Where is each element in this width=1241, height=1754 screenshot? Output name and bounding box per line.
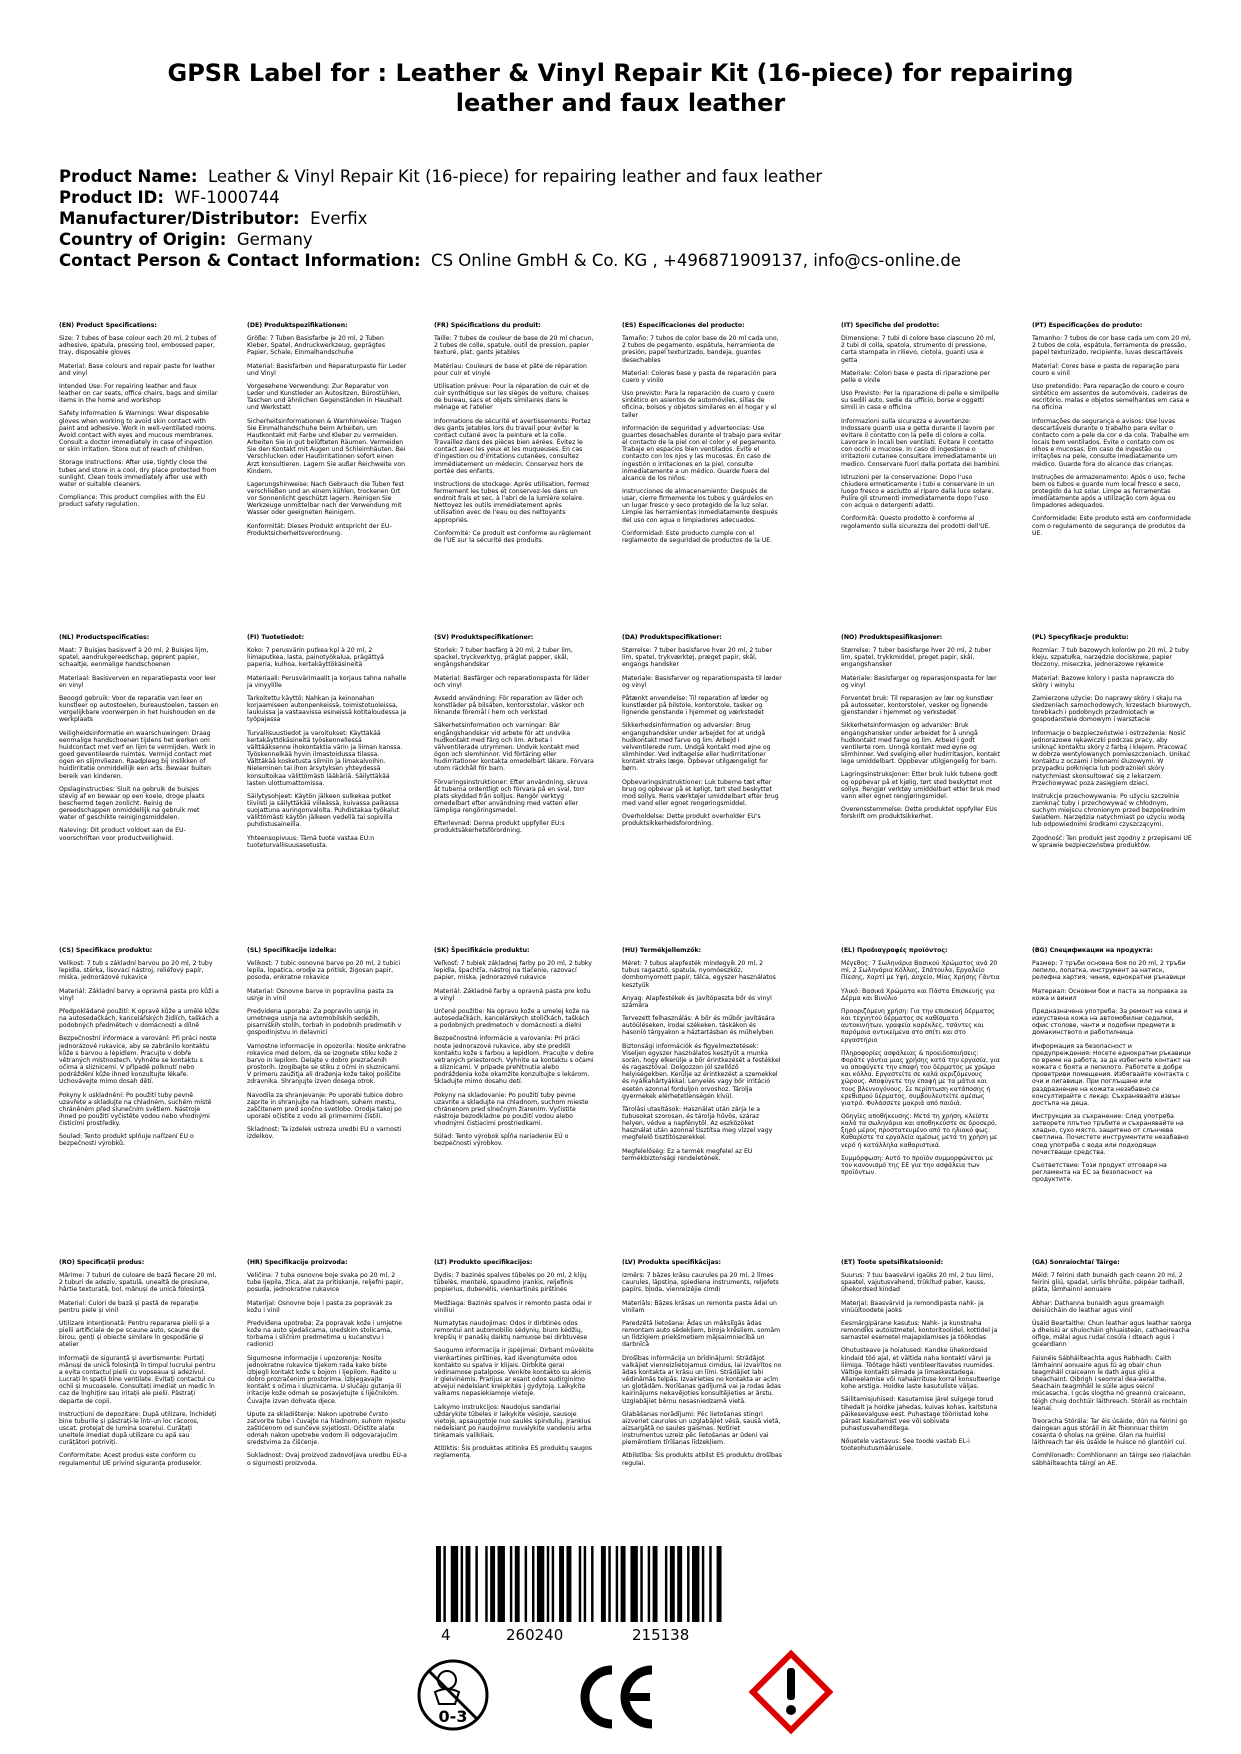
spec-paragraph: Informații de siguranță și avertismente: Purtați mănuși de unică folosință în timpul lucrului pentru a evita contactul pielii cu vopseaua și adezivul. Lucrați în spații bine ventilate. Evitați contactul cu ochii și mucoasele. Consultați imediat un medic în caz de înghițire sau iritații ale pielii. Păstrați departe de copii. [59,1354,216,1405]
spec-paragraph: Anyag: Alapfestékek és javítópaszta bőr és vinyl számára [622,994,772,1009]
spec-paragraph: Medžiaga: Bazinės spalvos ir remonto pasta odai ir viniliui [434,1299,592,1314]
spec-paragraph: Sicherheitsinformationen & Warnhinweise: Tragen Sie Einmalhandschuhe beim Arbeiten, um Hautkontakt mit Farbe und Kleber zu vermeiden. Arbeiten Sie in gut belüfteten Räumen. Vermeiden Sie den Kontakt mit Augen und Schleimhäuten. Bei Verschlucken oder Hautirritationen sofort einen Arzt konsultieren. Lagern Sie außer Reichweite von Kindern. [247,417,406,475]
spec-block [434,947,594,1154]
spec-paragraph: Zgodność: Ten produkt jest zgodny z przepisami UE w sprawie bezpieczeństwa produktów. [1032,834,1192,849]
hazard-exclamation-icon [745,1646,837,1738]
spec-paragraph: Overholdelse: Dette produkt overholder EU's produktsikkerhedsforordning. [622,813,761,828]
spec-paragraph: Materiał: Bazowe kolory i pasta naprawcza do skóry i winylu [1032,674,1174,689]
spec-paragraph: Pokyny na skladovanie: Po použití tuby pevne uzavrite a skladujte na chladnom, suchom mieste chránenom pred slnečným žiarením. Vyčistite nástroje bezodkladne po použití vodou alebo vhodnými čistiacimi prostriedkami. [434,1091,589,1128]
spec-paragraph: Avsedd användning: För reparation av läder och konstläder på bilsäten, kontorsstolar, väskor och liknande föremål i hem och verkstad [434,694,585,717]
spec-paragraph: Megfelelőség: Ez a termék megfelel az EU termékbiztonsági rendeletének. [622,1147,753,1162]
spec-paragraph: Ohutusteave ja hoiatused: Kandke ühekordseid kindaid töö ajal, et vältida naha kontakti värvi ja liimiga. Töötage hästi ventileeritavates ruumides. Vältige kontakti silmade ja limaskestadega. Allaneelamise või nahaärrituse korral konsulteerige kohe arstiga. Hoidke laste kasutuliste väljas. [841,1347,1001,1391]
spec-paragraph: Informacje o bezpieczeństwie i ostrzeżenia: Nosić jednorazowe rękawiczki podczas pracy, aby uniknąć kontaktu skóry z farbą i klejem. Pracować w dobrze wentylowanych pomieszczeniach. Unikać kontaktu z oczami i błonami śluzowymi. W przypadku połknięcia lub podrażnień skóry natychmiast skonsultować się z lekarzem. Przechowywać poza zasięgiem dzieci. [1032,729,1191,787]
spec-paragraph: Säkerhetsinformation och varningar: Bär engångshandskar vid arbete för att undvika hudkontakt med färg och lim. Arbeta i välventilerade utrymmen. Undvik kontakt med ögon och slemhinnor. Vid förtäring eller hudirritationer kontakta omedelbart läkare. Förvara utom räckhåll för barn. [434,722,594,773]
spec-paragraph: Materiaal: Basisverven en reparatiepasta voor leer en vinyl [59,674,217,689]
spec-paragraph: Biztonsági információk és figyelmeztetések: Viseljen egyszer használatos kesztyűt a munka során, hogy elkerülje a bőr érintkezését a festékkel és ragasztóval. Dolgozzon jól szellőző helyiségekben. Kerülje az érintkezést a szemekkel és nyálkahártyákkal. Lenyelés vagy bőr irritáció esetén azonnal forduljon orvoshoz. Tárolja gyermekek elérhetetlenségén kívül. [622,1042,781,1100]
spec-paragraph: Compliance: This product complies with the EU product safety regulation. [59,493,206,509]
spec-paragraph: Informations de sécurité et avertissements: Portez des gants jetables lors du travail pour éviter le contact cutané avec la peinture et la colle. Travaillez dans des pièces bien aérées. Évitez le contact avec les yeux et les muqueuses. En cas d'ingestion ou d'irritations cutanées, consultez immédiatement un médecin. Conservez hors de portée des enfants. [434,417,591,475]
spec-paragraph: Uso Previsto: Per la riparazione di pelle e similpelle su sedili auto, sedie da ufficio, borse e oggetti simili in casa e officina [841,390,1000,412]
spec-paragraph: Размер: 7 тръби основна боя по 20 ml, 2 тръби лепило, лопатка, инструмент за натиск, релефна хартия, чиния, еднократни ръкавици [1032,960,1186,982]
product-id: WF-1000744 [174,188,280,207]
spec-paragraph: Laikymo instrukcijos: Naudojus sandariai uždarykite tūbeles ir laikykite vėsioje, sausoje vietoje, apsaugotoje nuo saulės spindulių. Įrankius nedelsiant po naudojimo nuvalykite vandeniu arba tinkamais valikliais. [434,1403,592,1440]
spec-paragraph: Velikost: 7 tub s základní barvou po 20 ml, 2 tuby lepidla, stěrka, lisovací nástroj, reliéfový papír, miska, jednorázové rukavice [59,960,213,982]
spec-heading: (EL) Προδιαγραφές προϊόντος: [841,947,948,954]
spec-paragraph: Dimensione: 7 tubi di colore base ciascuno 20 ml, 2 tubi di colla, spatola, strumento di pressione, carta stampata in rilievo, ciotola, guanti usa e getta [841,335,996,364]
spec-block [247,947,407,1146]
origin-label: Country of Origin: [59,230,227,249]
spec-paragraph: Istruzioni per la conservazione: Dopo l'uso chiudere ermeticamente i tubi e conservare in un luogo fresco e asciutto al riparo dalla luce solare. Pulire gli strumenti immediatamente dopo l'uso con acqua o detergenti adatti. [841,473,995,510]
spec-paragraph: Drošības informācija un brīdinājumi: Strādājot valkājiet vienreizlietojamus cimdus, lai izvairītos no ādas kontakta ar krāsu un līmi. Strādājiet labi vēdināmās telpās. Izvairieties no kontakta ar acīm un gļotādām. Norīšanas gadījumā vai ja rodas ādas kairinājums nekavējoties konsultējieties ar ārstu. Uzglabājiet bērnu nesasniedzamā vietā. [622,1354,782,1405]
spec-heading: (ET) Toote spetsifikatsioonid: [841,1259,944,1266]
spec-paragraph: Tamaño: 7 tubos de color base de 20 ml cada uno, 2 tubos de pegamento, espátula, herramienta de presión, papel texturizado, bandeja, guantes desechables [622,335,779,364]
spec-paragraph: Predviđena upotreba: Za popravak kože i umjetne kože na auto sjedalicama, uredskim stolicama, torbama i sličnim predmetima u kućanstvu i radionici [247,1319,403,1349]
spec-paragraph: Navodila za shranjevanje: Po uporabi tubice dobro zaprite in shranjujte na hladnem, suhem mestu, zaščitenem pred sončno svetlobo. Orodja takoj po uporabi očistite z vodo ali primernimi čistili. [247,1091,403,1120]
spec-paragraph: Paredzētā lietošana: Ādas un mākslīgās ādas remontam auto sēdekļiem, biroja krēsliem, somām un līdzīgiem priekšmetiem mājsaimniecībā un darbnīcā [622,1319,781,1349]
spec-paragraph: Материал: Основни бои и паста за поправка за кожа и винил [1032,987,1188,1002]
spec-paragraph: Veľkosť: 7 tubiek základnej farby po 20 ml, 2 tubky lepidla, špachtľa, nástroj na tlačenie, razovací papier, miska, jednorazové rukavice [434,960,592,982]
spec-paragraph: Turvallisuustiedot ja varoitukset: Käyttäkää kertakäyttökäsineitä työskennellessä välttääksenne ihokontaktia värin ja liiman kanssa. Työskennelkää hyvin ilmastoidussa tilassa. Välttäkää kosketusta silmiin ja limakalvoihin. Nieleminen tai ihon ärsytyksen yhteydessä konsultoikaa välittömästi lääkäriä. Säilyttäkää lasten ulottumattomissa. [247,729,403,787]
spec-heading: (SV) Produktspecifikationer: [434,634,534,641]
spec-paragraph: Μέγεθος: 7 Σωληνάρια Βασικού Χρώματος ανά 20 ml, 2 Σωληνάρια Κόλλας, Σπάτουλα, Εργαλείο Πίεσης, Χαρτί με Υφή, Δοχείο, Μίας Χρήσης Γάντια [841,960,1000,982]
spec-block [434,634,594,841]
spec-paragraph: Información de seguridad y advertencias: Use guantes desechables durante el trabajo para evitar el contacto de la piel con el color y el pegamento. Trabaje en espacios bien ventilados. Evite el contacto con los ojos y las mucosas. En caso de ingestión o irritaciones en la piel, consulte inmediatamente a un médico. Guarde fuera del alcance de los niños. [622,424,782,482]
spec-paragraph: Tárolási utasítások: Használat után zárja le a tubusokat szorosan, és tárolja hűvös, száraz helyen, védve a napfénytől. Az eszközöket használat után azonnal tisztítsa meg vízzel vagy megfelelő tisztítószerekkel. [622,1105,773,1142]
barcode-digits-1: 4 [441,1626,451,1644]
spec-paragraph: Izmērs: 7 bāzes krāsu caurules pa 20 ml, 2 līmes caurules, lāpstiņa, spiediena instruments, reljefets papīrs, bļoda, vienreizējie cimdi [622,1272,779,1294]
spec-heading: (NL) Productspecificaties: [59,634,150,641]
spec-paragraph: Overensstemmelse: Dette produktet oppfyller EUs forskrift om produktsikkerhet. [841,805,997,821]
spec-paragraph: Upute za skladištenje: Nakon upotrebe čvrsto zatvorite tube i čuvajte na hladnom, suhom mjestu zaštićenom od sunčeve svjetlosti. Očistite alate odmah nakon upotrebe vodom ili odgovarajućim sredstvima za čišćenje. [247,1410,406,1447]
spec-paragraph: Material: Cores base e pasta de reparação para couro e vinil [1032,362,1180,377]
spec-paragraph: Συμμόρφωση: Αυτό το προϊόν συμμορφώνεται με τον κανονισμό της ΕΕ για την ασφάλεια των προϊόντων. [841,1154,994,1177]
spec-paragraph: Størrelse: 7 tuber basisfarve hver 20 ml, 2 tuber lim, spatel, trykværktøj, præget papir, skål, engangs handsker [622,647,772,669]
spec-paragraph: Súlad: Tento výrobok spĺňa nariadenie EÚ o bezpečnosti výrobkov. [434,1133,569,1148]
spec-paragraph: Velikost: 7 tubic osnovne barve po 20 ml, 2 tubici lepila, lopatica, orodje za pritisk, žigosan papir, posoda, enkratne rokavice [247,960,401,982]
ce-mark-icon [578,1662,658,1732]
spec-heading: (DA) Produktspecifikationer: [622,634,722,641]
spec-paragraph: Dydis: 7 bazinės spalvos tūbelės po 20 ml, 2 klijų tūbelės, mentelė, spaudimo įrankis, reljefinis popierius, dubenėlis, vienkartinės pirštinės [434,1272,587,1294]
spec-paragraph: Material: Osnovne barve in popravilna pasta za usnje in vinil [247,987,394,1002]
spec-paragraph: Opslaginstructies: Sluit na gebruik de buisjes stevig af en bewaar op een koele, droge plaats beschermd tegen zonlicht. Reinig de gereedschappen onmiddellijk na gebruik met water of geschikte reinigingsmiddelen. [59,785,205,822]
spec-heading: (HU) Termékjellemzők: [622,947,702,954]
barcode-digits-3: 215138 [632,1626,690,1644]
spec-paragraph: Určené použitie: Na opravu kože a umelej kože na autosedačkách, kancelárskych stoličkách, taškách a podobných predmetoch v domácnosti a dielni [434,1007,590,1030]
spec-heading: (LV) Produkta specifikācijas: [622,1259,721,1266]
spec-paragraph: Vorgesehene Verwendung: Zur Reparatur von Leder und Kunstleder an Autositzen, Bürostühlen, Taschen und ähnlichen Gegenständen in Haushalt und Werkstatt [247,382,402,412]
spec-paragraph: Soulad: Tento produkt splňuje nařízení EU o bezpečnosti výrobků. [59,1133,194,1148]
spec-heading: (FR) Spécifications du produit: [434,322,541,329]
manufacturer: Everfix [310,209,368,228]
spec-paragraph: Eesmärgipärane kasutus: Nahk- ja kunstnaha remondiks autoistmetel, kontoritoolidel, kottidel ja sarnastel esemetel majapidamises ja töökodas [841,1319,998,1342]
spec-block [841,1259,1001,1458]
spec-paragraph: Tarkoitettu käyttö: Nahkan ja keinonahan korjaamiseen autonpenkeissä, toimistotuoleissa, laukuissa ja vastaavissa esineissä kotitaloudessa ja työpajassa [247,694,407,724]
contact: CS Online GmbH & Co. KG , +496871909137, info@cs-online.de [431,251,961,270]
spec-paragraph: Conformitate: Acest produs este conform cu regulamentul UE privind siguranța produselor. [59,1452,202,1467]
spec-heading: (LT) Produkto specifikacijos: [434,1259,533,1266]
spec-paragraph: Informazioni sulla sicurezza e avvertenze: Indossare guanti usa e getta durante il lavoro per evitare il contatto con la pelle di colore e colla. Lavorare in locali ben ventilati. Evitare il contatto con occhi e mucose. In caso di ingestione o irritazioni cutanee consultare immediatamente un medico. Conservare fuori dalla portata dei bambini. [841,417,1001,468]
spec-block [1032,634,1192,855]
spec-block [59,1259,219,1473]
svg-text:0-3: 0-3 [438,1707,468,1726]
spec-paragraph: Υλικό: Βασικά Χρώματα και Πάστα Επισκευής για Δέρμα και Βινύλιο [841,987,995,1002]
spec-paragraph: Opbevaringsinstruktioner: Luk tuberne tæt efter brug og opbevar på et køligt, tørt sted beskyttet mod sollys. Rens værktøjer umiddelbart efter brug med vand eller egnet rengøringsmiddel. [622,778,779,807]
spec-paragraph: Numatytas naudojimas: Odos ir dirbtinės odos remontui ant automobilio sėdynių, biuro kėdžių, krepšių ir panašių daiktų namuose bei dirbtuvėse [434,1319,588,1342]
page-title: GPSR Label for : Leather & Vinyl Repair Kit (16-piece) for repairing leather and faux leather [167,59,1074,117]
spec-block [841,947,1001,1182]
spec-paragraph: Nõuetele vastavus: See toode vastab EL-i tooteohutusmäärusele. [841,1438,970,1453]
spec-paragraph: Veiligheidsinformatie en waarschuwingen: Draag eenmalige handschoenen tijdens het werken om huidcontact met verf en lijm te vermijden. Werk in goed geventileerde ruimtes. Vermijd contact met ogen en slijmvliezen. Raadpleeg bij inslikken of huidirritatie onmiddellijk een arts. Bewaar buiten bereik van kinderen. [59,729,216,780]
spec-paragraph: Tamanho: 7 tubos de cor base cada um com 20 ml, 2 tubos de cola, espátula, ferramenta de pressão, papel texturizado, recipiente, luvas descartáveis [1032,335,1191,357]
spec-paragraph: Skladnost: Ta izdelek ustreza uredbi EU o varnosti izdelkov. [247,1126,402,1141]
spec-paragraph: Efterlevnad: Denna produkt uppfyller EU:s produktsäkerhetsförordning. [434,820,565,835]
spec-paragraph: Predvidena uporaba: Za popravilo usnja in umetnega usnja na avtomobilskih sedežih, pisarniških stolih, torbah in podobnih predmetih v gospodinjstvu in delavnici [247,1007,402,1037]
spec-paragraph: Veličina: 7 tuba osnovne boje svaka po 20 ml, 2 tube ljepila, žlica, alat za pritiskanje, reljefni papir, posuda, jednokratne rukavice [247,1272,404,1294]
spec-paragraph: Materiál: Základné farby a opravná pasta pre kožu a vinyl [434,987,591,1002]
spec-paragraph: Størrelse: 7 tuber basisfarge hver 20 ml, 2 tuber lim, spatel, trykkmiddel, preget papir, skål, engangshansker [841,647,992,669]
spec-paragraph: Atitiktis: Šis produktas atitinka ES produktų saugos reglamentą. [434,1445,592,1460]
spec-block [841,634,1001,826]
spec-paragraph: Πληροφορίες ασφάλειας & προειδοποιήσεις: Φοράτε γάντια μιας χρήσης κατά την εργασία, για να αποφύγετε την επαφή του δέρματος με χρώμα και κόλλα. Εργαστείτε σε καλά αεριζόμενους χώρους. Αποφύγετε την επαφή με τα μάτια και τους βλεννογόνους. Σε περίπτωση κατάποσης ή ερεθισμού δέρματος, συμβουλευτείτε αμέσως γιατρό. Φυλάσσετε μακριά από παιδιά. [841,1049,1000,1107]
spec-paragraph: Conformité: Ce produit est conforme au règlement de l'UE sur la sécurité des produits. [434,529,591,544]
spec-paragraph: Zamierzone użycie: Do naprawy skóry i skaju na siedzeniach samochodowych, krzesłach biurowych, torebkach i podobnych przedmiotach w gospodarstwie domowym i warsztacie [1032,694,1192,724]
spec-paragraph: Glabāšanas norādījumi: Pēc lietošanas stingri aizveriet caurules un uzglabājiet vēsā, sausā vietā, aizsargātā no saules gaismas. Notīriet instrumentus uzreiz pēc lietošanas ar ūdeni vai piemērotiem tīrīšanas līdzekļiem. [622,1410,781,1447]
spec-paragraph: Faisnéis Sábháilteachta agus Rabhadh: Caith lámhainní aonuaire agus tú ag obair chun teagmháil craiceann le dath agus gliú a sheachaint. Oibrigh i seomraí dea-aeraithe. Seachain teagmháil le súile agus seicní múcasacha. I gcás slogtha nó greannú craiceann, téigh chuig dochtúir láithreach. Stóráil as rochtain leanaí. [1032,1354,1188,1412]
spec-block [1032,322,1192,543]
spec-paragraph: Sikkerhetsinformasjon og advarsler: Bruk engangshansker under arbeidet for å unngå hudkontakt med farge og lim. Arbeid i godt ventilerte rom. Unngå kontakt med øyne og slimhinner. Ved svelging eller hudirritasjon, kontakt lege umiddelbart. Oppbevar utilgjengelig for barn. [841,722,1001,766]
product-name-label: Product Name: [59,167,198,186]
spec-paragraph: Předpokládané použití: K opravě kůže a umělé kůže na autosedačkách, kancelářských židlích, taškách a podobných předmětech v domácnosti a dílně [59,1007,220,1030]
spec-paragraph: Materiaali: Perusvärimaalit ja korjaus tahna nahalle ja vinyylille [247,674,407,689]
spec-paragraph: Conformità: Questo prodotto è conforme al regolamento sulla sicurezza dei prodotti dell'UE. [841,515,991,530]
spec-paragraph: Size: 7 tubes of base colour each 20 ml, 2 tubes of adhesive, spatula, pressing tool, embossed paper, tray, disposable gloves [59,335,217,357]
spec-block [247,1259,407,1473]
spec-paragraph: Storlek: 7 tuber basfärg à 20 ml, 2 tuber lim, spackel, tryckverktyg, präglat papper, skål, engångshandskar [434,647,573,669]
barcode [430,1546,730,1622]
origin: Germany [236,230,313,249]
spec-paragraph: Utilizare intenționată: Pentru repararea pielii și a pielii artificiale de pe scaune auto, scaune de birou, genți și obiecte similare în gospodărie și atelier [59,1319,210,1349]
spec-paragraph: Forventet bruk: Til reparasjon av lær og kunstlær på autosseter, kontorstoler, vesker og lignende gjenstander i hjemmet og verkstedet [841,694,994,717]
spec-paragraph: Instrukcje przechowywania: Po użyciu szczelnie zamknąć tuby i przechowywać w chłodnym, suchym miejscu chronionym przed bezpośrednim światłem. Narzędzia natychmiast po użyciu wodą lub odpowiednimi środkami czyszczącymi. [1032,792,1186,829]
spec-heading: (PL) Specyfikacje produktu: [1032,634,1129,641]
spec-heading: (FI) Tuotetiedot: [247,634,305,641]
spec-block [841,322,1001,536]
spec-block [59,634,219,848]
spec-paragraph: Taille: 7 tubes de couleur de base de 20 ml chacun, 2 tubes de colle, spatule, outil de pression, papier texturé, plat, gants jetables [434,335,594,357]
spec-paragraph: Инструкции за съхранение: След употреба затворете плътно тръбите и съхранявайте на хладно, сухо място, защитено от слънчева светлина. Почистете инструментите незабавно след употреба с вода или подходящи почистващи средства. [1032,1112,1189,1156]
spec-block [59,322,219,514]
spec-paragraph: Material: Basfärger och reparationspasta för läder och vinyl [434,674,589,689]
spec-heading: (SL) Specifikacije izdelka: [247,947,337,954]
spec-paragraph: Saugumo informacija ir įspėjimai: Dirbant mūvėkite vienkartines pirštines, kad išvengtumėte odos kontakto su spalva ir klijais. Dirbkite gerai vėdinamose patalpose. Venkite kontakto su akimis ir gleivinėmis. Prarijus ar esant odos sudirginimo atvejui nedelsiant kreipkitės į gydytoją. Laikykite vaikams nepasiekiamoje vietoje. [434,1347,594,1398]
spec-heading: (NO) Produktspesifikasjoner: [841,634,943,641]
manufacturer-label: Manufacturer/Distributor: [59,209,300,228]
spec-paragraph: Matériau: Couleurs de base et pâte de réparation pour cuir et vinyle [434,362,587,377]
spec-heading: (PT) Especificações do produto: [1032,322,1143,329]
spec-block [1032,947,1192,1189]
spec-heading: (EN) Product Specifications: [59,322,157,329]
spec-paragraph: Materiāls: Bāzes krāsas un remonta pasta ādai un vinilam [622,1299,777,1314]
spec-block [434,1259,594,1466]
spec-paragraph: Atbilstība: Šis produkts atbilst ES produktu drošības regulai. [622,1452,782,1467]
spec-paragraph: Materiale: Basisfarver og reparationspasta til læder og vinyl [622,674,782,689]
spec-paragraph: Úsáid Beartaithe: Chun leathar agus leathar saorga a dheisiú ar shuíocháin ghluaisteán, cathaoireacha oifige, málaí agus rudaí cosúla i dteach agus i gceardlann [1032,1319,1192,1349]
spec-paragraph: Beoogd gebruik: Voor de reparatie van leer en kunstleer op autostoelen, bureaustoelen, tassen en vergelijkbare voorwerpen in het huishouden en de werkplaats [59,694,219,724]
spec-heading: (HR) Specifikacije proizvoda: [247,1259,348,1266]
spec-paragraph: Material: Basisfarben und Reparaturpaste für Leder und Vinyl [247,362,407,377]
spec-paragraph: Bezpečnostní informace a varování: Při práci noste jednorázové rukavice, aby se zabránilo kontaktu kůže s barvou a lepidlem. Pracujte v dobře větraných místnostech. Vyhněte se kontaktu s očima a sliznicemi. V případě polknutí nebo podráždění kůže ihned konzultujte lékaře. Uchovávejte mimo dosah dětí. [59,1035,217,1086]
spec-paragraph: Materjal: Baasvärvid ja remondipasta nahk- ja vinüültoodete jaoks [841,1299,984,1314]
spec-heading: (BG) Спецификации на продукта: [1032,947,1153,954]
product-info [59,166,961,271]
spec-paragraph: Instructions de stockage: Après utilisation, fermez fermement les tubes et conservez-les dans un endroit frais et sec, à l'abri de la lumière solaire. Nettoyez les outils immédiatement après utilisation avec de l'eau ou des nettoyants appropriés. [434,480,590,524]
spec-paragraph: Sikkerhedsinformation og advarsler: Brug engangshandsker under arbejdet for at undgå hudkontakt med farve og lim. Arbejd i velventilerede rum. Undgå kontakt med øjne og slimhinder. Ved indtagelse eller hudirritationer kontakt straks læge. Opbevar utilgængeligt for børn. [622,722,771,773]
spec-paragraph: Material: Base colours and repair paste for leather and vinyl [59,362,215,377]
spec-block [59,947,219,1154]
spec-paragraph: Material: Colores base y pasta de reparación para cuero y vinilo [622,369,777,384]
spec-paragraph: Materiale: Colori base e pasta di riparazione per pelle e vinile [841,369,991,384]
spec-block [622,634,782,833]
spec-paragraph: Treoracha Stórála: Tar éis úsáide, dún na feirini go daingean agus stóráil in áit fhionnuar thirim cosanta ó sholas na gréine. Glan na huirlisí láithreach tar éis úsáide le huisce nó glantóirí cuí. [1032,1417,1188,1447]
spec-paragraph: Größe: 7 Tuben Basisfarbe je 20 ml, 2 Tuben Kleber, Spatel, Andruckwerkzeug, geprägtes Papier, Schale, Einmalhandschuhe [247,335,386,357]
spec-paragraph: Bezpečnostné informácie a varovania: Pri práci noste jednorazové rukavice, aby ste predišli kontaktu kože s farbou a lepidlom. Pracujte v dobre vetraných priestoroch. Vyhnite sa kontaktu s očami a sliznicami. V prípade prehltnutia alebo podráždenia kože okamžite konzultujte s lekárom. Skladujte mimo dosahu detí. [434,1035,594,1086]
product-id-label: Product ID: [59,188,164,207]
spec-paragraph: Naleving: Dit product voldoet aan de EU-voorschriften voor productveiligheid. [59,827,186,842]
spec-paragraph: Sigurnosne informacije i upozorenja: Nosite jednokratne rukavice tijekom rada kako biste izbjegli kontakt kože s bojom i ljepilom. Radite u dobro prozračenim prostorima. Izbjegavajte kontakt s očima i sluznicama. U slučaju gutanja ili iritacije kože odmah se posavjetujte s liječnikom. Čuvajte izvan dohvata djece. [247,1354,402,1405]
spec-block [434,322,594,550]
spec-paragraph: Varnostne informacije in opozorila: Nosite enkratne rokavice med delom, da se izognete stiku kože z barvo in lepilom. Delajte v dobro prezračenih prostorih. Izogibajte se stiku z očmi in sluznicami. V primeru zaužitja ali draženja kože takoj poiščite zdravnika. Shranjujte izven dosega otrok. [247,1042,406,1086]
spec-paragraph: Storage Instructions: After use, tightly close the tubes and store in a cool, dry place protected from sunlight. Clean tools immediately after use with water or suitable cleaners. [59,459,217,488]
barcode-digits-2: 260240 [506,1626,564,1644]
spec-paragraph: Pokyny k uskladnění: Po použití tuby pevně uzavřete a skladujte na chladném, suchém místě chráněném před slunečním světlem. Nástroje ihned po použití vyčistěte vodou nebo vhodnými čisticími prostředky. [59,1091,212,1128]
spec-paragraph: Sukladnost: Ovaj proizvod zadovoljava uredbu EU-a o sigurnosti proizvoda. [247,1452,407,1467]
spec-paragraph: Conformidad: Este producto cumple con el reglamento de seguridad de productos de la UE. [622,529,773,544]
spec-block [622,322,782,550]
spec-paragraph: Conformidade: Este produto está em conformidade com o regulamento de segurança de produtos da UE. [1032,515,1191,537]
spec-heading: (RO) Specificații produs: [59,1259,145,1266]
spec-paragraph: Koko: 7 perusvärin putkea kpl à 20 ml, 2 liimaputkea, lasta, painotyökalua, prägättyä paperia, kulhoa, kertakäyttökäsineitä [247,647,384,669]
spec-paragraph: Comhlíonadh: Comhlíonann an táirge seo rialachán sábháilteachta táirgí an AE. [1032,1452,1191,1467]
spec-paragraph: Material: Culori de bază și pastă de reparație pentru piele și vinil [59,1299,199,1314]
spec-heading: (GA) Sonraíochtaí Táirge: [1032,1259,1120,1266]
spec-heading: (CS) Specifikace produktu: [59,947,153,954]
spec-heading: (DE) Produktspezifikationen: [247,322,348,329]
spec-paragraph: Informações de segurança e avisos: Use luvas descartáveis durante o trabalho para evitar o contacto com a pele da cor e da cola. Trabalhe em locais bem ventilados. Evite o contato com os olhos e mucosas. Em caso de ingestão ou irritações na pele, consulte imediatamente um médico. Guarde fora do alcance das crianças. [1032,417,1189,468]
spec-paragraph: Mărime: 7 tuburi de culoare de bază fiecare 20 ml, 2 tuburi de adeziv, spatulă, unealtă de presiune, hârtie texturată, bol, mănuși de unică folosință [59,1272,217,1294]
spec-paragraph: Προοριζόμενη χρήση: Για την επισκευή δέρματος και τεχνητού δέρματος σε καθίσματα αυτοκινήτων, γραφεία καρέκλες, τσάντες και παρόμοια αντικείμενα στο σπίτι και στο εργαστήριο [841,1007,995,1044]
spec-paragraph: Rozmiar: 7 tub bazowych kolorów po 20 ml, 2 tuby kleju, szpatułka, narzędzie dociskowe, papier tłoczony, miseczka, jednorazowe rękawice [1032,647,1189,669]
spec-block [622,947,782,1168]
spec-paragraph: Съответствие: Този продукт отговаря на регламента на ЕС за безопасност на продуктите. [1032,1161,1167,1184]
spec-heading: (SK) Špecifikácie produktu: [434,947,530,954]
spec-paragraph: Ábhar: Dathanna bunaidh agus greamaigh deisiúcháin do leathar agus vinil [1032,1299,1164,1314]
spec-block [1032,1259,1192,1473]
spec-paragraph: Οδηγίες αποθήκευσης: Μετά τη χρήση, κλείστε καλά τα σωληνάρια και αποθηκεύστε σε δροσερό, ξηρό μέρος προστατευμένο από το ηλιακό φως. Καθαρίστε τα εργαλεία αμέσως μετά τη χρήση με νερό ή κατάλληλα καθαριστικά. [841,1112,998,1149]
spec-block [622,1259,782,1473]
spec-paragraph: Uso previsto: Para la reparación de cuero y cuero sintético en asientos de automóviles, sillas de oficina, bolsos y objetos similares en el hogar y el taller [622,390,777,419]
spec-paragraph: Информация за безопасност и предупреждения: Носете еднократни ръкавици по време на работа, за да избегнете контакт на кожата с боята и лепилото. Работете в добре проветриви помещения. Избягвайте контакта с очи и лигавици. При поглъщане или раздразнение на кожата незабавно се консултирайте с лекар. Съхранявайте извън достъпа на деца. [1032,1042,1191,1107]
spec-paragraph: Lagringsinstruksjoner: Etter bruk lukk tubene godt og oppbevar på et kjølig, tørt sted beskyttet mot sollys. Rengjør verktøy umiddelbart etter bruk med vann eller egnet rengjøringsmidel. [841,771,1000,800]
spec-paragraph: Safety Information & Warnings: Wear disposable gloves when working to avoid skin contact with paint and adhesive. Work in well-ventilated rooms. Avoid contact with eyes and mucous membranes. Consult a doctor immediately in case of ingestion or skin irritation. Store out of reach of children. [59,410,217,454]
spec-paragraph: Instrucciones de almacenamiento: Después de usar, cierre firmemente los tubos y guárdelos en un lugar fresco y seco protegido de la luz solar. Limpie las herramientas inmediatamente después del uso con agua o limpiadores adecuados. [622,487,778,524]
contact-label: Contact Person & Contact Information: [59,251,421,270]
spec-paragraph: Instrucțiuni de depozitare: După utilizare, închideți bine tuburile și păstrați-le într-un loc răcoros, uscat, protejat de lumina soarelui. Curățați uneltele imediat după utilizare cu apă sau curățători potriviți. [59,1410,217,1447]
spec-paragraph: Maat: 7 Buisjes basisverf à 20 ml, 2 Buisjes lijm, spatel, aandrukgereedschap, geprent papier, schaaltje, eenmalige handschoenen [59,647,209,669]
spec-paragraph: Предназначена употреба: За ремонт на кожа и изкуствена кожа на автомобилни седалки, офис столове, чанти и подобни предмети в домакинството и работилница [1032,1007,1188,1037]
spec-paragraph: Suurus: 7 tuu baasvärvi igaüks 20 ml, 2 tuu liimi, spaatel, vajutusvahend, trükitud paber, kauss, ühekordsed kindad [841,1272,994,1294]
age-warning-0-3-icon [415,1654,491,1736]
spec-paragraph: Méret: 7 tubus alapfesték mindegyik 20 ml, 2 tubus ragasztó, spatula, nyomóeszköz, dombornyomott papír, tálca, egyszer használatos kesztyűk [622,960,776,989]
spec-paragraph: Säilytysohjeet: Käytön jälkeen sulkekaa putket tiiviisti ja säilyttäkää viileässä, kuivassa paikassa suojattuna auringonvalolta. Puhdistakaa työkalut välittömästi käytön jälkeen vedellä tai sopivilla puhdistusaineilla. [247,792,400,829]
spec-heading: (IT) Specifiche del prodotto: [841,322,940,329]
spec-paragraph: Yhteensopivuus: Tämä tuote vastaa EU:n tuoteturvallisuusasetusta. [247,834,375,849]
spec-paragraph: Materiál: Základní barvy a opravná pasta pro kůži a vinyl [59,987,219,1002]
spec-paragraph: Materiale: Basisfarger og reparasjonspasta for lær og vinyl [841,674,997,689]
spec-block [247,634,407,855]
spec-paragraph: Utilisation prévue: Pour la réparation de cuir et de cuir synthétique sur les sièges de voiture, chaises de bureau, sacs et objets similaires dans le ménage et l'atelier [434,382,590,412]
spec-paragraph: Tervezett felhasználás: A bőr és műbőr javítására autóüléseken, irodai székeken, táskákon és hasonló tárgyakon a háztartásban és műhelyben [622,1015,775,1037]
spec-paragraph: Materijal: Osnovne boje i pasta za popravak za kožu i vinil [247,1299,393,1314]
product-name: Leather & Vinyl Repair Kit (16-piece) for repairing leather and faux leather [207,167,823,186]
spec-heading: (ES) Especificaciones del producto: [622,322,745,329]
spec-paragraph: Påtænkt anvendelse: Til reparation af læder og kunstlæder på bilstole, kontorstole, tasker og lignende genstande i hjemmet og værkstedet [622,694,769,717]
spec-paragraph: Instruções de armazenamento: Após o uso, feche bem os tubos e guarde num local fresco e seco, protegido da luz solar. Limpe as ferramentas imediatamente após a utilização com água ou limpadores adequados. [1032,473,1186,510]
spec-paragraph: Lagerungshinweise: Nach Gebrauch die Tuben fest verschließen und an einem kühlen, trockenen Ort vor Sonnenlicht geschützt lagern. Reinigen Sie Werkzeuge unmittelbar nach der Verwendung mit Wasser oder geeigneten Reinigern. [247,480,404,517]
spec-paragraph: Säilitamisjuhised: Kasutamise järel sulgege torud tihedalt ja hoidke jahedas, kuivas kohas, kaitstuna päikesevalguse eest. Puhastage tööriistad kohe pärast kasutamist vee või sobivate puhastusvahenditega. [841,1396,998,1432]
spec-paragraph: Intended Use: For repairing leather and faux leather on car seats, office chairs, bags and similar items in the home and workshop [59,382,218,405]
spec-paragraph: Förvaringsinstruktioner: Efter användning, skruva åt tuberna ordentligt och förvara på en sval, torr plats skyddad från solljus. Rengör verktyg omedelbart efter användning med vatten eller lämpliga rengöringsmedel. [434,778,588,815]
spec-paragraph: Méid: 7 feirini dath bunaidh gach ceann 20 ml, 2 feirini gliú, spadal, uirlis bhrúite, páipéar tadhaill, pláta, lámhainní aonuaire [1032,1272,1185,1294]
spec-block [247,322,407,543]
spec-paragraph: Konformität: Dieses Produkt entspricht der EU-Produktsicherheitsverordnung. [247,522,392,537]
spec-paragraph: Uso pretendido: Para reparação de couro e couro sintético em assentos de automóveis, cadeiras de escritório, malas e objetos semelhantes em casa e na oficina [1032,382,1190,412]
